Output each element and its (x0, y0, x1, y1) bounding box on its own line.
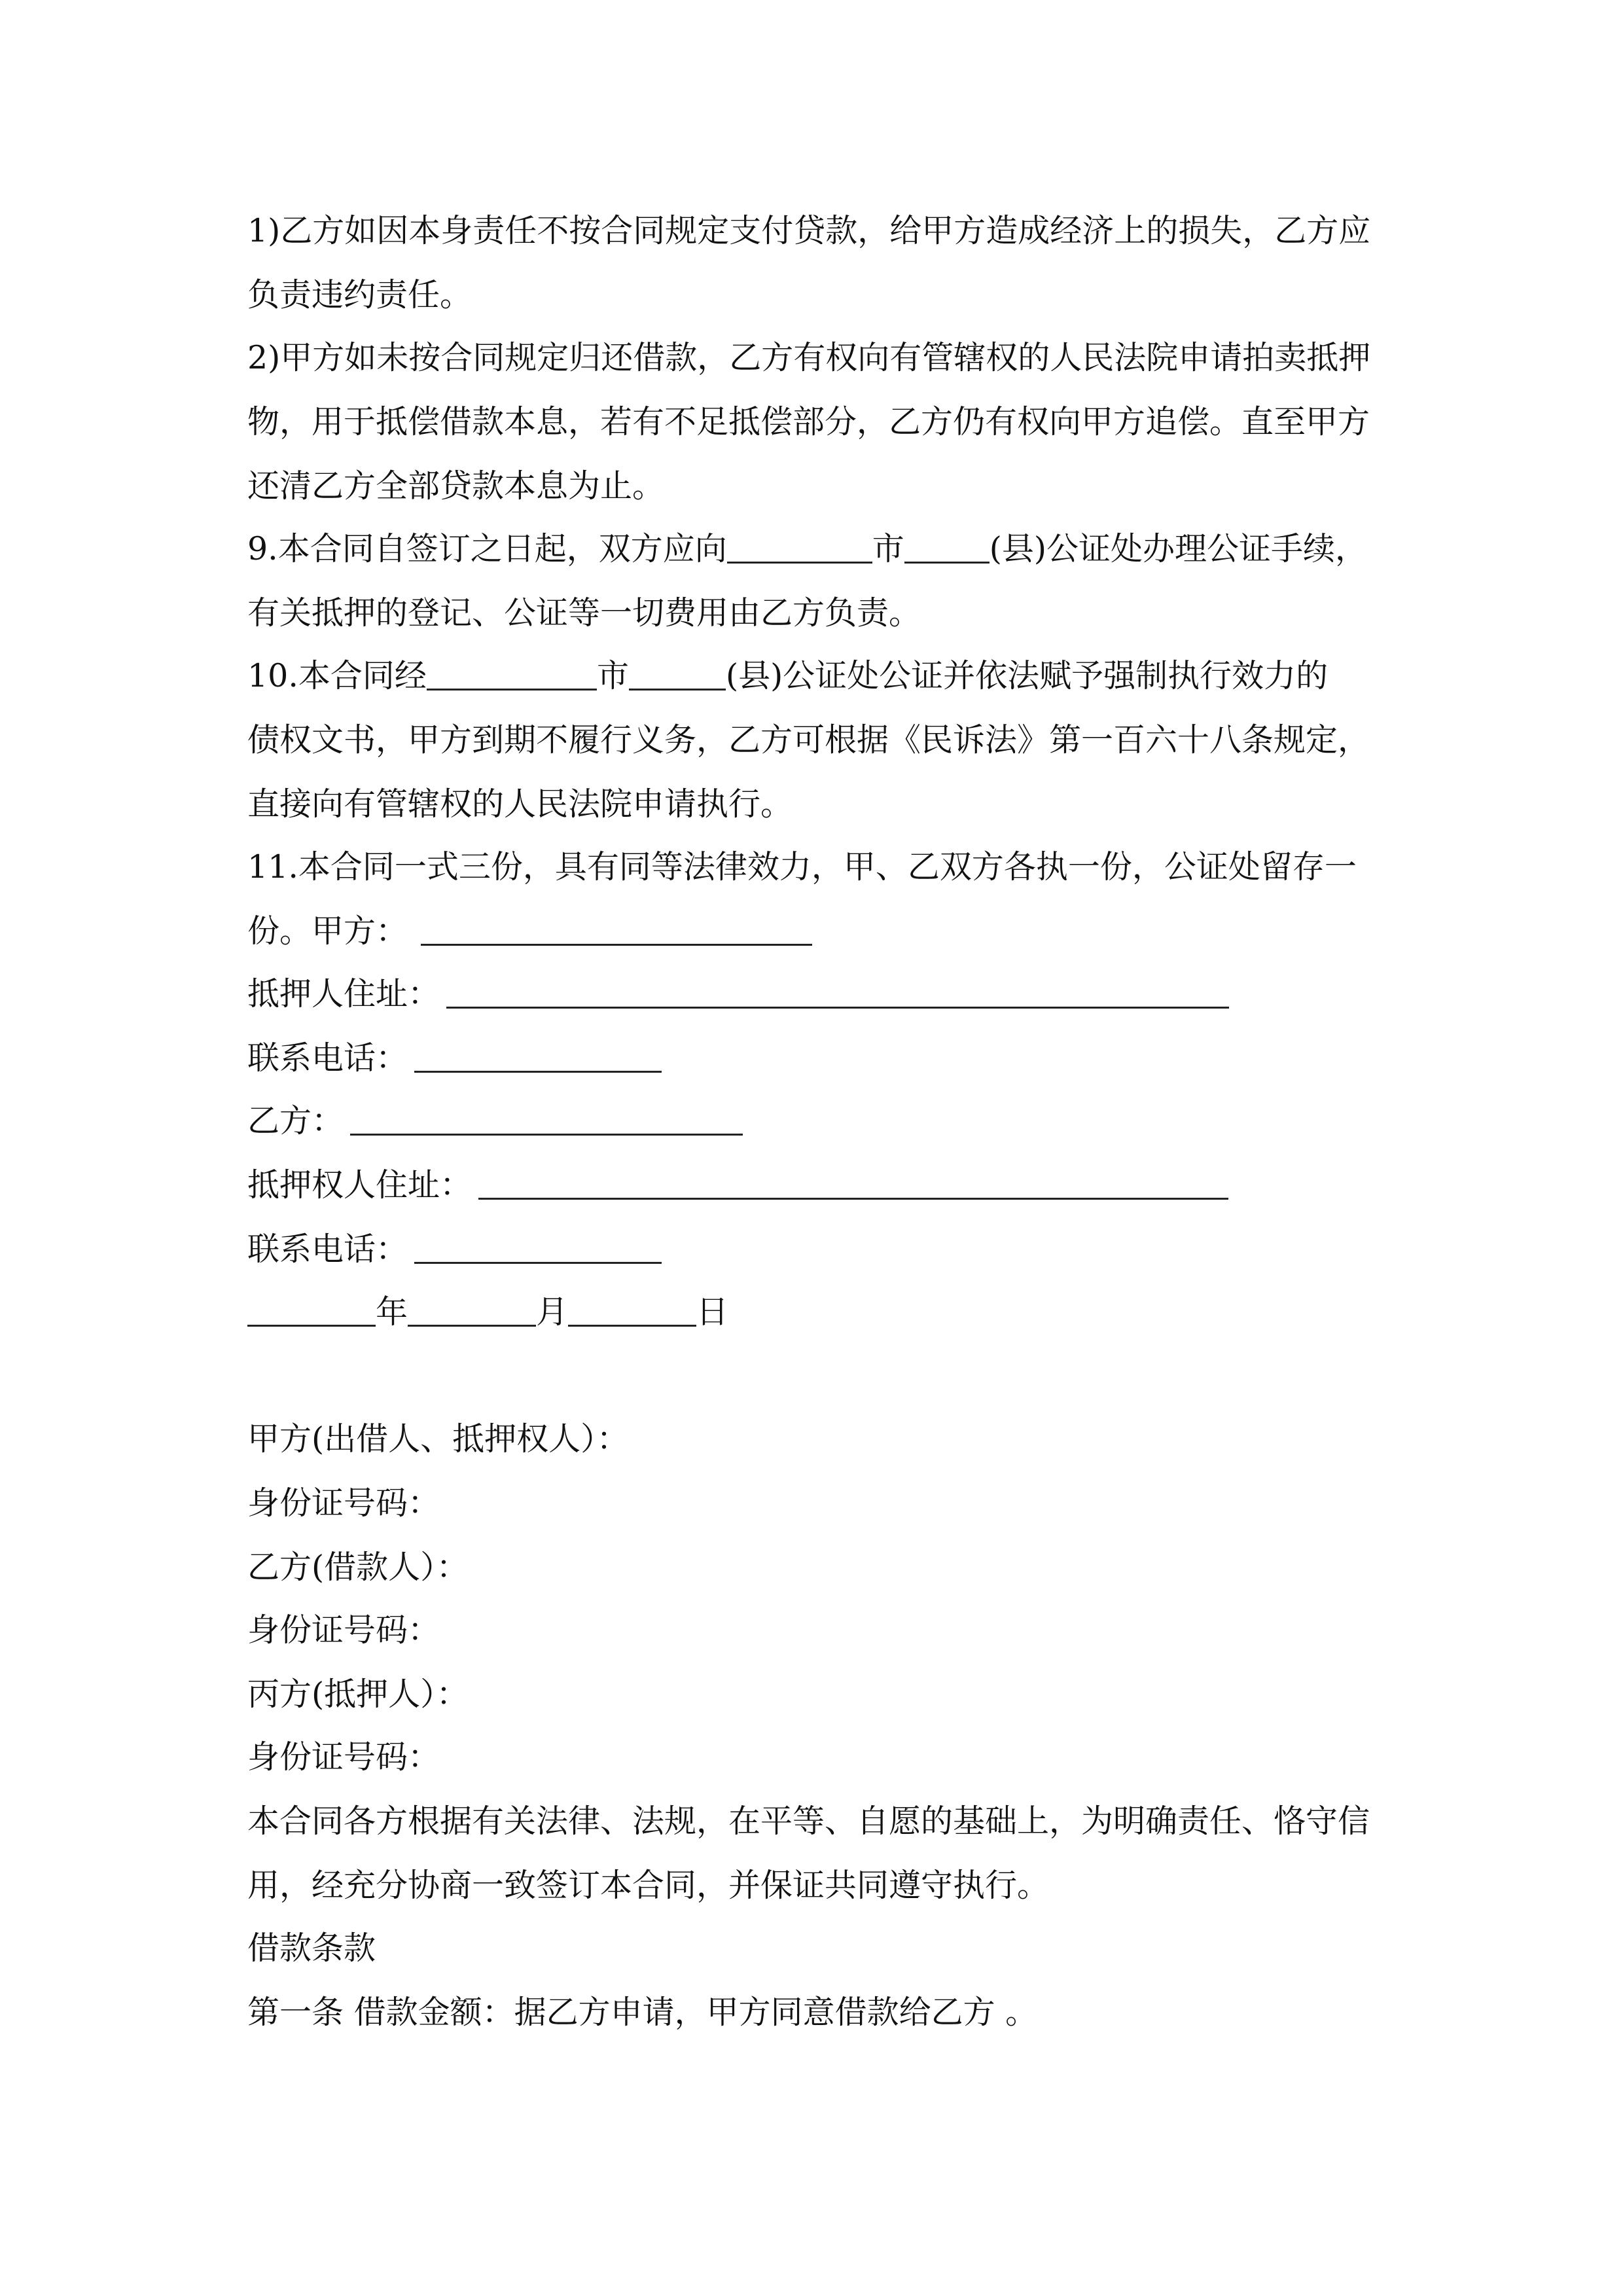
mortgagor-address-label: 抵押人住址： (247, 975, 440, 1013)
clause-10-suffix: (县)公证处公证并依法赋予强制执行效力的 (725, 657, 1329, 694)
mortgagor-address-row (247, 975, 1399, 1013)
clause-11-line-1: 11.本合同一式三份，具有同等法律效力，甲、乙双方各执一份，公证处留存一 (247, 848, 1357, 886)
preamble-line-1: 本合同各方根据有关法律、法规，在平等、自愿的基础上，为明确责任、恪守信 (247, 1803, 1370, 1840)
phone-2-blank[interactable] (414, 1236, 662, 1264)
clause-9-county-blank[interactable] (904, 535, 990, 564)
party-b-blank[interactable] (350, 1107, 743, 1136)
clause-9-city-blank[interactable] (727, 535, 872, 564)
second-party-b: 乙方(借款人）： (247, 1549, 469, 1586)
clause-9-prefix: 9.本合同自签订之日起，双方应向 (247, 530, 727, 567)
phone-2-label: 联系电话： (247, 1230, 408, 1268)
phone-2-row (247, 1230, 1399, 1268)
clause-9-line-1 (247, 530, 1399, 567)
mortgagor-address-blank[interactable] (446, 980, 1229, 1009)
clause-9-city-label: 市 (872, 530, 904, 567)
phone-1-blank[interactable] (414, 1045, 662, 1073)
clause-9-line-2: 有关抵押的登记、公证等一切费用由乙方负责。 (247, 594, 921, 632)
year-blank[interactable] (247, 1299, 376, 1327)
clause-11-line-2 (247, 912, 1399, 950)
clause-10-line-3: 直接向有管辖权的人民法院申请执行。 (247, 785, 793, 823)
year-label: 年 (376, 1293, 408, 1331)
clause-10-city-label: 市 (596, 657, 629, 694)
month-label: 月 (536, 1293, 569, 1331)
party-a-blank[interactable] (421, 918, 812, 946)
section-title: 借款条款 (247, 1929, 376, 1967)
clause-8-2-line-2: 物，用于抵偿借款本息，若有不足抵偿部分，乙方仍有权向甲方追偿。直至甲方 (247, 403, 1370, 440)
party-a-label: 份。甲方： (247, 912, 408, 950)
second-id-c: 身份证号码： (247, 1738, 440, 1776)
day-blank[interactable] (568, 1299, 696, 1327)
phone-1-row (247, 1039, 1399, 1077)
second-id-a: 身份证号码： (247, 1484, 440, 1522)
clause-8-1-line-1: 1)乙方如因本身责任不按合同规定支付贷款，给甲方造成经济上的损失，乙方应 (247, 212, 1371, 249)
second-party-c: 丙方(抵押人）： (247, 1676, 469, 1713)
clause-10-county-blank[interactable] (629, 662, 726, 691)
second-id-b: 身份证号码： (247, 1611, 440, 1649)
clause-8-1-line-2: 负责违约责任。 (247, 276, 473, 314)
preamble-line-2: 用，经充分协商一致签订本合同，并保证共同遵守执行。 (247, 1867, 1050, 1904)
article-1: 第一条 借款金额：据乙方申请，甲方同意借款给乙方 。 (247, 1994, 1038, 2031)
party-b-row (247, 1102, 1399, 1139)
clause-8-2-line-1: 2)甲方如未按合同规定归还借款，乙方有权向有管辖权的人民法院申请拍卖抵押 (247, 339, 1371, 376)
clause-10-city-blank[interactable] (427, 662, 597, 691)
clause-10-prefix: 10.本合同经 (247, 657, 427, 694)
clause-10-line-2: 债权文书，甲方到期不履行义务，乙方可根据《民诉法》第一百六十八条规定， (247, 721, 1370, 759)
mortgagee-address-blank[interactable] (478, 1172, 1228, 1200)
second-party-a: 甲方(出借人、抵押权人）： (247, 1420, 629, 1458)
mortgagee-address-label: 抵押权人住址： (247, 1166, 473, 1204)
phone-1-label: 联系电话： (247, 1039, 408, 1077)
clause-10-line-1 (247, 657, 1399, 694)
party-b-label: 乙方： (247, 1102, 344, 1139)
clause-9-suffix: (县)公证处办理公证手续， (989, 530, 1368, 567)
clause-8-2-line-3: 还清乙方全部贷款本息为止。 (247, 467, 665, 505)
mortgagee-address-row (247, 1166, 1399, 1204)
month-blank[interactable] (408, 1299, 536, 1327)
date-row (247, 1293, 1399, 1331)
day-label: 日 (696, 1293, 729, 1331)
